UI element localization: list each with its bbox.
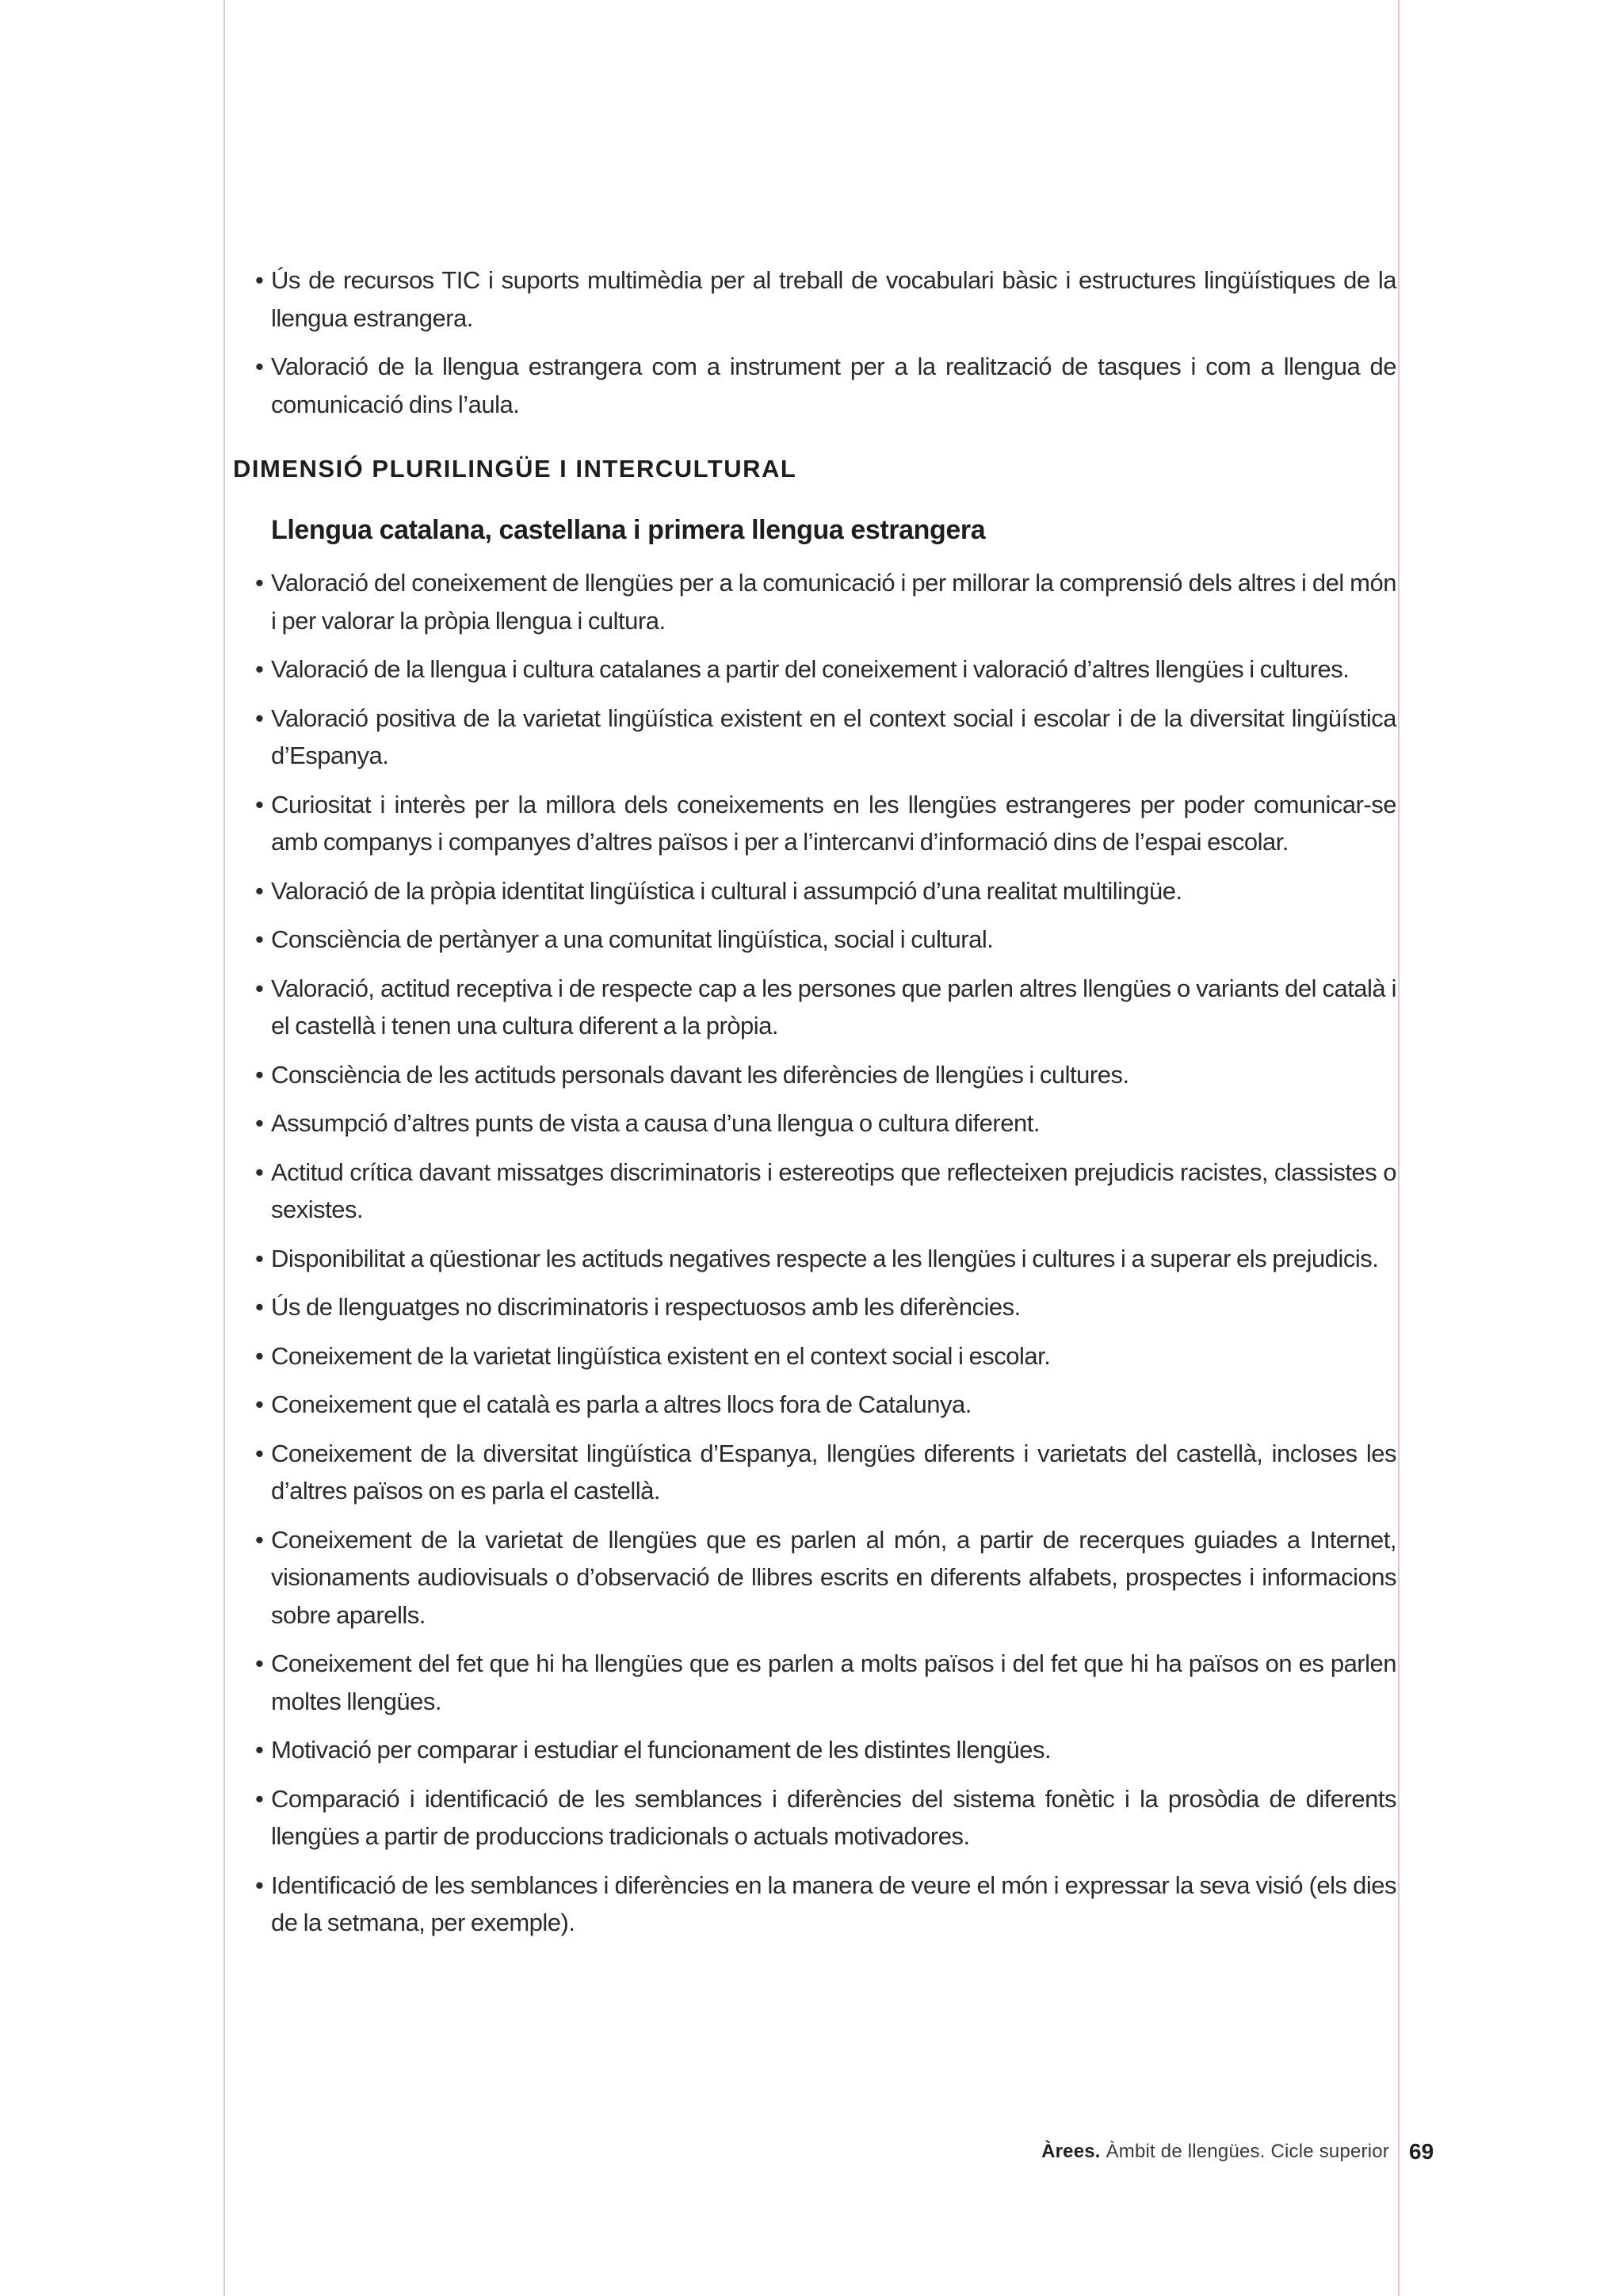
list-item — [255, 786, 1396, 861]
bullet-icon: • — [255, 1060, 264, 1089]
bullet-icon: • — [255, 353, 264, 380]
list-item — [255, 1337, 1396, 1375]
page-number: 69 — [1409, 2139, 1434, 2164]
bullet-icon: • — [255, 974, 264, 1002]
list-item-text: Coneixement de la varietat de llengües que es parlen al món, a partir de recerques guiades a Internet, visionaments audiovisuals o d’observació de llibres escrits en diferents alfabets, prospectes i informacions sobre aparells. — [271, 1525, 1396, 1629]
list-item — [255, 970, 1396, 1045]
main-bullet-list — [255, 564, 1396, 1942]
list-item-text: Coneixement del fet que hi ha llengües que es parlen a molts països i del fet que hi ha països on es parlen moltes llengües. — [271, 1650, 1396, 1715]
list-item-text: Valoració del coneixement de llengües per a la comunicació i per millorar la comprensió dels altres i del món i per valorar la pròpia llengua i cultura. — [271, 569, 1396, 635]
list-item — [255, 1521, 1396, 1634]
list-item — [255, 348, 1396, 423]
list-item-text: Coneixement de la varietat lingüística existent en el context social i escolar. — [271, 1341, 1051, 1370]
list-item-text: Motivació per comparar i estudiar el funcionament de les distintes llengües. — [271, 1736, 1052, 1764]
bullet-icon: • — [255, 1244, 264, 1272]
list-item-text: Assumpció d’altres punts de vista a causa d’una llengua o cultura diferent. — [271, 1109, 1040, 1137]
bullet-icon: • — [255, 1390, 264, 1418]
list-item — [255, 1386, 1396, 1424]
section-heading: DIMENSIÓ PLURILINGÜE I INTERCULTURAL — [233, 455, 797, 482]
list-item-text: Valoració de la pròpia identitat lingüística i cultural i assumpció d’una realitat multilingüe. — [271, 876, 1182, 905]
list-item-text: Valoració, actitud receptiva i de respecte cap a les persones que parlen altres llengües o variants del català i el castellà i tenen una cultura diferent a la pròpia. — [271, 974, 1396, 1039]
list-item-text: Valoració de la llengua estrangera com a instrument per a la realització de tasques i com a llengua de comunicació dins l’aula. — [271, 353, 1396, 418]
list-item — [255, 1780, 1396, 1855]
list-item — [255, 1435, 1396, 1510]
bullet-icon: • — [255, 1293, 264, 1321]
bullet-icon: • — [255, 1525, 264, 1554]
list-item — [255, 1645, 1396, 1720]
list-item-text: Disponibilitat a qüestionar les actituds negatives respecte a les llengües i cultures i a superar els prejudicis. — [271, 1244, 1379, 1272]
list-item-text: Ús de recursos TIC i suports multimèdia per al treball de vocabulari bàsic i estructures lingüístiques de la llengua estrangera. — [271, 266, 1396, 332]
bullet-icon: • — [255, 1736, 264, 1764]
footer-running-title: Àmbit de llengües. Cicle superior — [1106, 2141, 1389, 2162]
list-item — [255, 1240, 1396, 1278]
list-item-text: Identificació de les semblances i diferències en la manera de veure el món i expressar la seva visió (els dies de la setmana, per exemple). — [271, 1871, 1396, 1936]
list-item-text: Curiositat i interès per la millora dels coneixements en les llengües estrangeres per poder comunicar-se amb companys i companyes d’altres països i per a l’intercanvi d’informació dins de l’espai escolar. — [271, 790, 1396, 856]
list-item-text: Valoració positiva de la varietat lingüística existent en el context social i escolar i de la diversitat lingüística d’Espanya. — [271, 704, 1396, 769]
list-item — [255, 1104, 1396, 1142]
section-subheading: Llengua catalana, castellana i primera llengua estrangera — [271, 515, 986, 545]
bullet-icon: • — [255, 876, 264, 905]
list-item-text: Consciència de les actituds personals davant les diferències de llengües i cultures. — [271, 1060, 1129, 1089]
list-item — [255, 1154, 1396, 1229]
list-item-text: Ús de llenguatges no discriminatoris i respectuosos amb les diferències. — [271, 1293, 1021, 1321]
right-margin-rule — [1398, 0, 1400, 2296]
bullet-icon: • — [255, 1439, 264, 1467]
list-item — [255, 1731, 1396, 1769]
bullet-icon: • — [255, 1784, 264, 1813]
bullet-icon: • — [255, 1341, 264, 1370]
list-item-text: Consciència de pertànyer a una comunitat lingüística, social i cultural. — [271, 925, 994, 953]
bullet-icon: • — [255, 1650, 264, 1677]
list-item — [255, 921, 1396, 959]
list-item — [255, 1288, 1396, 1326]
list-item-text: Actitud crítica davant missatges discriminatoris i estereotips que reflecteixen prejudicis racistes, classistes o sexistes. — [271, 1158, 1396, 1223]
left-margin-rule — [223, 0, 225, 2296]
bullet-icon: • — [255, 569, 264, 597]
list-item — [255, 650, 1396, 688]
bullet-icon: • — [255, 655, 264, 683]
list-item — [255, 1867, 1396, 1942]
list-item-text: Coneixement que el català es parla a altres llocs fora de Catalunya. — [271, 1390, 972, 1418]
running-footer — [1041, 2141, 1389, 2163]
list-item-text: Comparació i identificació de les semblances i diferències del sistema fonètic i la prosòdia de diferents llengües a partir de produccions tradicionals o actuals motivadores. — [271, 1784, 1396, 1850]
list-item — [255, 564, 1396, 639]
intro-list-container — [255, 261, 1396, 434]
bullet-icon: • — [255, 1109, 264, 1137]
list-item-text: Coneixement de la diversitat lingüística d’Espanya, llengües diferents i varietats del castellà, incloses les d’altres països on es parla el castellà. — [271, 1439, 1396, 1505]
list-item — [255, 700, 1396, 775]
list-item — [255, 261, 1396, 337]
intro-bullet-list — [255, 261, 1396, 423]
footer-section-label: Àrees. — [1041, 2141, 1101, 2162]
bullet-icon: • — [255, 704, 264, 732]
bullet-icon: • — [255, 1158, 264, 1186]
main-list-container — [255, 564, 1396, 1953]
bullet-icon: • — [255, 266, 264, 294]
bullet-icon: • — [255, 1871, 264, 1899]
list-item — [255, 872, 1396, 910]
list-item — [255, 1056, 1396, 1094]
list-item-text: Valoració de la llengua i cultura catalanes a partir del coneixement i valoració d’altres llengües i cultures. — [271, 655, 1350, 683]
bullet-icon: • — [255, 925, 264, 953]
bullet-icon: • — [255, 790, 264, 818]
